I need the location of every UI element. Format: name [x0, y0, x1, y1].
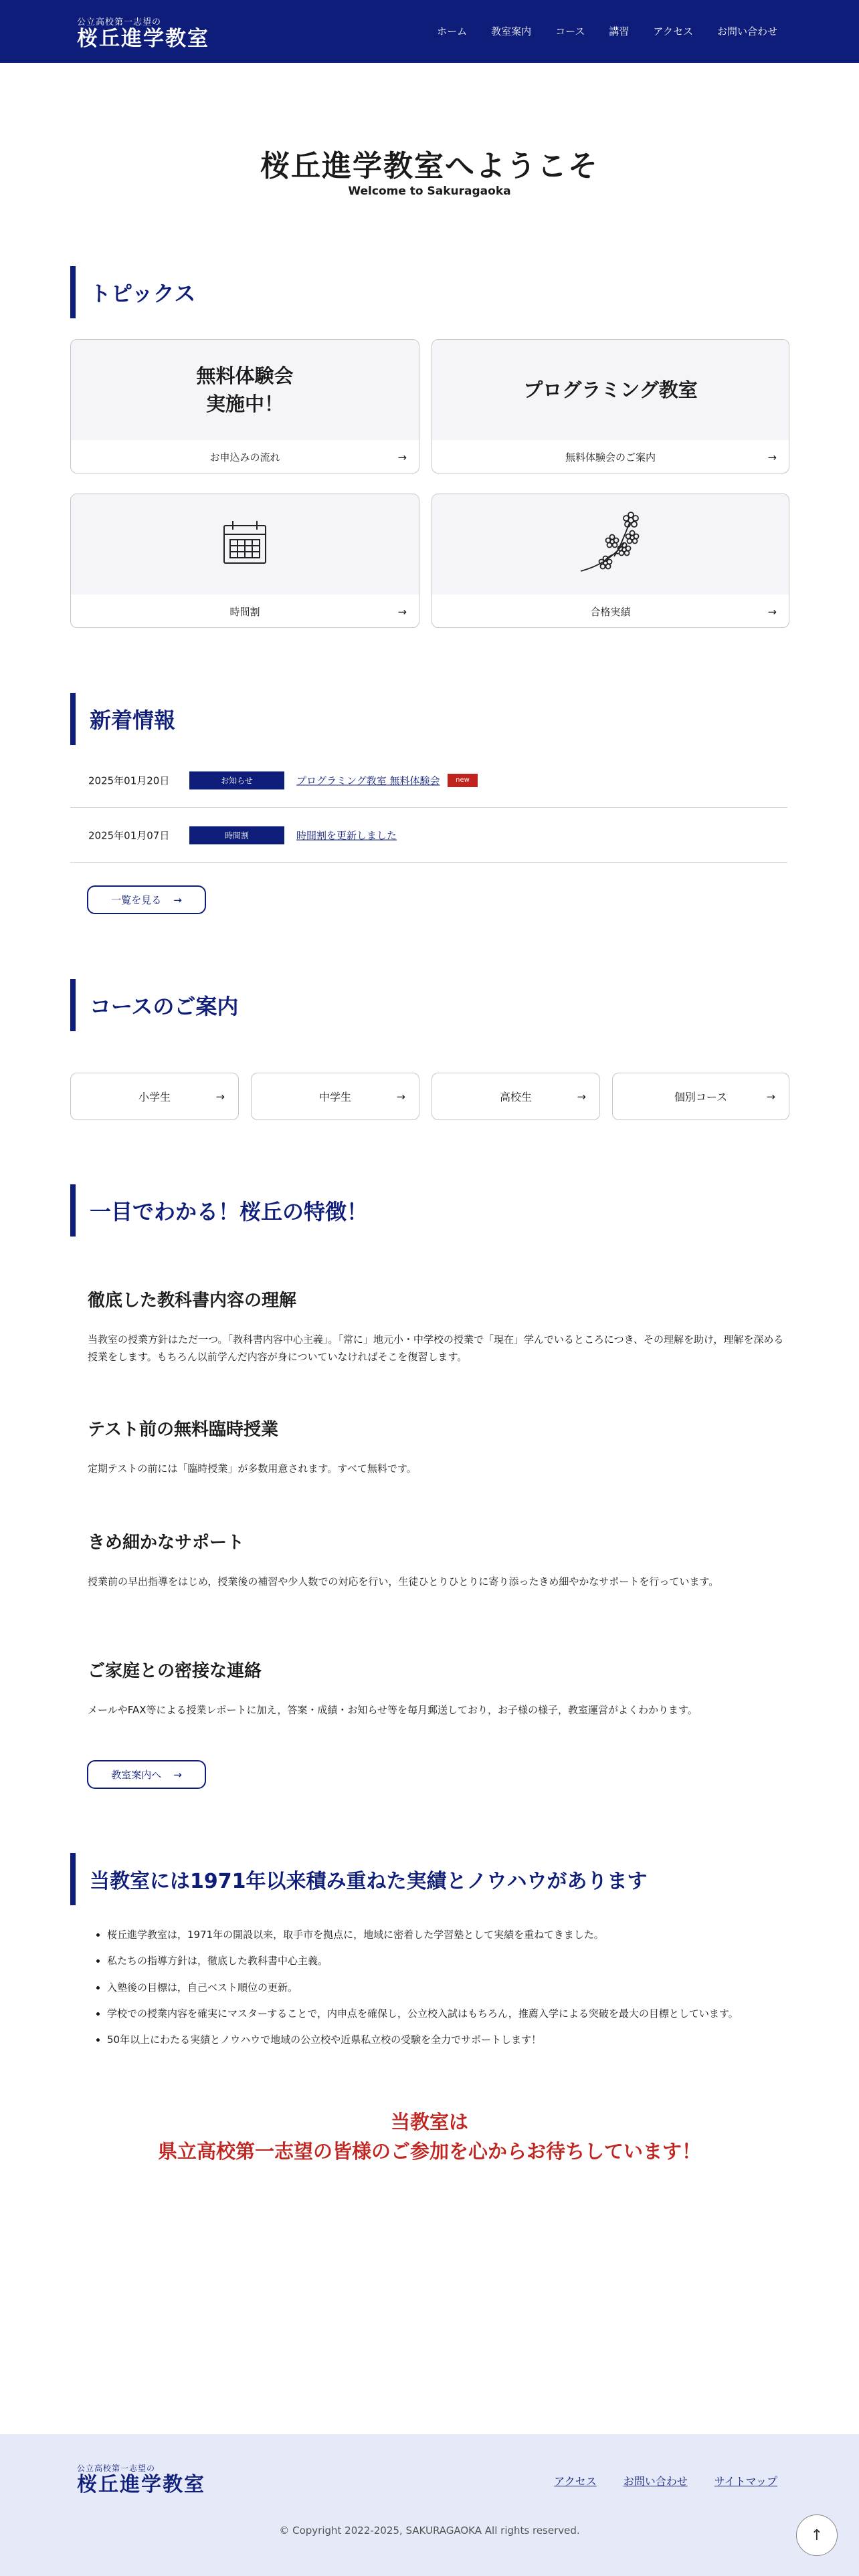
topic-card-timetable[interactable] [70, 494, 419, 628]
section-title: 一目でわかる！桜丘の特徴！ [90, 1199, 369, 1224]
section-title: 新着情報 [90, 708, 176, 733]
footer-logo[interactable] [77, 2462, 205, 2497]
nav-item-about[interactable]: 教室案内 [491, 25, 532, 37]
section-heading-features [70, 1184, 789, 1237]
course-elementary[interactable] [70, 1073, 239, 1120]
logo-subtitle: 公立高校第一志望の [77, 17, 162, 27]
feature-title: 徹底した教科書内容の理解 [88, 1291, 297, 1311]
arrow-right-icon: → [396, 1090, 405, 1103]
closing-line: 県立高校第一志望の皆様のご参加を心からお待ちしています！ [157, 2139, 701, 2163]
footer-link-contact[interactable]: お問い合わせ [623, 2475, 688, 2488]
section-heading-courses [70, 979, 789, 1031]
course-label: 中学生 [318, 1091, 351, 1103]
card-footer [432, 595, 789, 628]
arrow-up-icon: ↑ [810, 2527, 824, 2544]
arrow-right-icon: → [173, 1768, 182, 1781]
logo-subtitle: 公立高校第一志望の [77, 2464, 156, 2473]
news-date: 2025年01月07日 [88, 829, 170, 841]
nav-item-home[interactable]: ホーム [437, 25, 468, 37]
news-item [70, 808, 787, 863]
cherry-blossom-icon [577, 510, 644, 579]
news-date: 2025年01月20日 [88, 774, 170, 786]
news-link[interactable]: プログラミング教室 無料体験会 [296, 774, 440, 786]
page-title: 桜丘進学教室へようこそ [260, 149, 599, 183]
course-label: 個別コース [674, 1091, 728, 1103]
card-title-line: 実施中！ [205, 393, 284, 415]
section-title: 当教室には1971年以来積み重ねた実績とノウハウがあります [90, 1870, 648, 1893]
card-title [196, 362, 293, 418]
closing-message [0, 2108, 859, 2166]
nav-item-access[interactable]: アクセス [653, 25, 693, 37]
list-item: • 入塾後の目標は，自己ベスト順位の更新。 [107, 1979, 789, 1996]
card-footer-label: 時間割 [229, 606, 260, 618]
site-footer [0, 2434, 859, 2576]
feature-title: ご家庭との密接な連絡 [88, 1661, 262, 1681]
card-banner [432, 494, 789, 595]
nav-item-contact[interactable]: お問い合わせ [717, 25, 777, 37]
footer-link-sitemap[interactable]: サイトマップ [714, 2475, 777, 2488]
logo-title: 桜丘進学教室 [77, 2473, 205, 2496]
feature-text: メールやFAX等による授業レポートに加え，答案・成績・お知らせ等を毎月郵送しており，お子様の様子，教室運営がよくわかります。 [88, 1704, 698, 1716]
button-label: 一覧を見る [111, 894, 162, 906]
nav-item-courses[interactable]: コース [555, 25, 585, 37]
new-badge: new [448, 774, 478, 787]
news-item [70, 753, 787, 808]
closing-line: 当教室は [390, 2111, 468, 2133]
about-classroom-button[interactable] [87, 1760, 206, 1789]
arrow-right-icon: → [767, 605, 777, 618]
feature-text: 授業前の早出指導をはじめ，授業後の補習や少人数での対応を行い，生徒ひとりひとりに寄り添ったきめ細やかなサポートを行っています。 [88, 1576, 719, 1588]
arrow-right-icon: → [397, 451, 407, 463]
section-heading-news [70, 693, 789, 745]
topic-card-results[interactable] [432, 494, 789, 628]
achievements-list [107, 1926, 789, 2057]
main-nav [413, 24, 777, 38]
card-footer-label: 合格実績 [590, 606, 631, 618]
list-item: • 50年以上にわたる実績とノウハウで地域の公立校や近県私立校の受験を全力でサポートします！ [107, 2031, 789, 2048]
back-to-top-button[interactable] [796, 2514, 838, 2556]
arrow-right-icon: → [173, 893, 182, 906]
feature-title: きめ細かなサポート [88, 1533, 245, 1553]
page-subtitle: Welcome to Sakuragaoka [348, 185, 511, 198]
section-heading-topics [70, 266, 789, 318]
copyright: © Copyright 2022-2025, SAKURAGAOKA All rights reserved. [279, 2525, 580, 2537]
course-label: 高校生 [499, 1091, 532, 1103]
site-header [0, 0, 859, 63]
news-category-badge: お知らせ [189, 771, 284, 789]
news-category-badge: 時間割 [189, 826, 284, 844]
arrow-right-icon: → [215, 1090, 225, 1103]
card-footer-label: お申込みの流れ [209, 451, 280, 463]
list-item: • 学校での授業内容を確実にマスターすることで，内申点を確保し，公立校入試はもちろん，推薦入学による突破を最大の目標としています。 [107, 2005, 789, 2022]
section-title: コースのご案内 [90, 994, 239, 1019]
arrow-right-icon: → [767, 451, 777, 463]
nav-item-lectures[interactable]: 講習 [609, 25, 630, 37]
footer-nav [527, 2473, 777, 2488]
site-logo[interactable] [77, 15, 209, 51]
card-footer-label: 無料体験会のご案内 [565, 451, 656, 463]
logo-title: 桜丘進学教室 [77, 27, 209, 51]
topic-card-programming[interactable] [432, 339, 789, 473]
card-banner [71, 494, 419, 595]
feature-text: 定期テストの前には「臨時授業」が多数用意されます。すべて無料です。 [88, 1463, 417, 1475]
footer-link-access[interactable]: アクセス [554, 2475, 597, 2488]
card-title-line: 無料体験会 [196, 364, 294, 387]
card-title [523, 376, 697, 404]
button-label: 教室案内へ [111, 1769, 162, 1781]
news-link[interactable]: 時間割を更新しました [296, 829, 397, 841]
feature-title: テスト前の無料臨時授業 [88, 1420, 278, 1440]
list-item: • 私たちの指導方針は，徹底した教科書中心主義。 [107, 1952, 789, 1969]
course-individual[interactable] [612, 1073, 789, 1120]
card-footer [71, 440, 419, 473]
list-item: • 桜丘進学教室は，1971年の開設以来，取手市を拠点に，地域に密着した学習塾として実績を重ねてきました。 [107, 1926, 789, 1943]
section-heading-achievements [70, 1853, 789, 1905]
course-junior-high[interactable] [251, 1073, 419, 1120]
course-label: 小学生 [138, 1091, 171, 1103]
card-banner [432, 340, 789, 440]
feature-text: 当教室の授業方針はただ一つ。「教科書内容中心主義」。「常に」地元小・中学校の授業で「現在」学んでいるところにつき、その理解を助け，理解を深める授業をします。もちろん以前学んだ内容が身についていなければそこを復習します。 [88, 1333, 784, 1364]
topic-card-free-trial[interactable] [70, 339, 419, 473]
card-footer [71, 595, 419, 628]
course-high-school[interactable] [432, 1073, 600, 1120]
calendar-icon [221, 520, 268, 569]
arrow-right-icon: → [766, 1090, 775, 1103]
view-all-news-button[interactable] [87, 885, 206, 914]
card-footer [432, 440, 789, 473]
arrow-right-icon: → [397, 605, 407, 618]
section-title: トピックス [90, 281, 196, 306]
card-banner [71, 340, 419, 440]
arrow-right-icon: → [577, 1090, 586, 1103]
card-title-line: プログラミング教室 [523, 378, 698, 401]
